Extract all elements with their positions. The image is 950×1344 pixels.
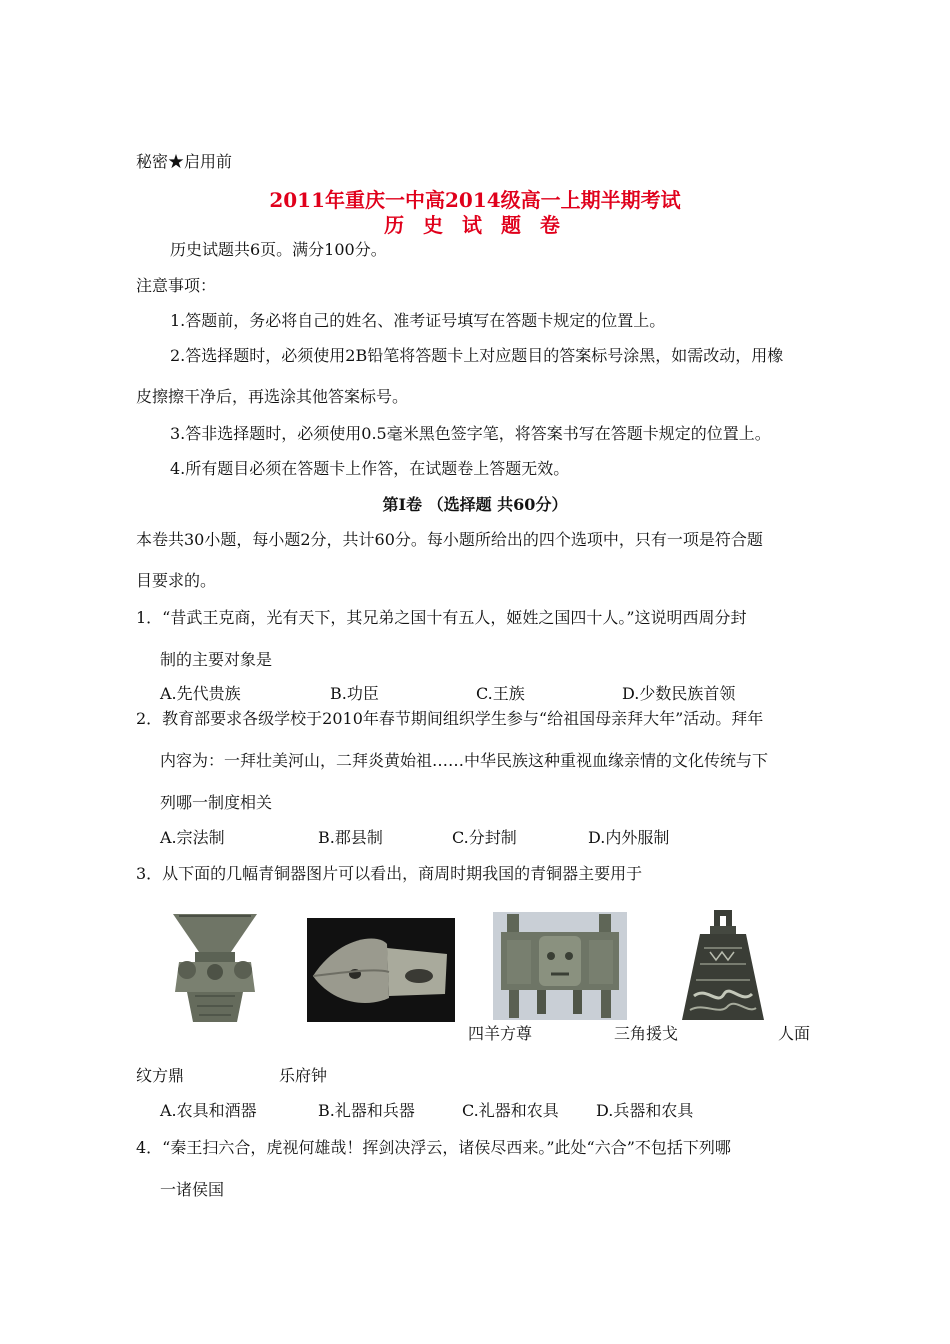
human-face-ding-image (493, 912, 627, 1020)
caption-human-face: 人面 (778, 1024, 811, 1043)
question-1-option-d: D.少数民族首领 (622, 684, 736, 703)
secret-label: 秘密★启用前 (136, 152, 233, 171)
exam-subtitle: 历 史 试 题 卷 (384, 213, 566, 237)
question-1-stem: 1．“昔武王克商，光有天下，其兄弟之国十有五人，姬姓之国四十人。”这说明西周分封 (136, 608, 747, 627)
question-1-option-c: C.王族 (476, 684, 525, 703)
question-2-option-b: B.郡县制 (318, 828, 383, 847)
question-2-option-a: A.宗法制 (160, 828, 225, 847)
question-3-option-b: B.礼器和兵器 (318, 1101, 415, 1120)
note-item-1: 1.答题前，务必将自己的姓名、准考证号填写在答题卡规定的位置上。 (170, 311, 666, 330)
caption-four-ram-zun: 四羊方尊 (468, 1024, 533, 1043)
caption-yuefu-bell: 乐府钟 (279, 1066, 328, 1085)
triangle-ge-image (307, 918, 455, 1022)
question-4-stem-cont: 一诸侯国 (160, 1180, 225, 1199)
note-item-2-cont: 皮擦擦干净后，再选涂其他答案标号。 (136, 387, 409, 406)
question-3-stem: 3．从下面的几幅青铜器图片可以看出，商周时期我国的青铜器主要用于 (136, 864, 643, 883)
section-intro: 本卷共30小题，每小题2分，共计60分。每小题所给出的四个选项中，只有一项是符合题 (136, 530, 763, 549)
question-4-stem: 4．“秦王扫六合，虎视何雄哉！挥剑决浮云，诸侯尽西来。”此处“六合”不包括下列哪 (136, 1138, 731, 1157)
yuefu-bell-image (680, 908, 766, 1024)
question-3-option-d: D.兵器和农具 (596, 1101, 694, 1120)
note-item-4: 4.所有题目必须在答题卡上作答，在试题卷上答题无效。 (170, 459, 570, 478)
note-item-3: 3.答非选择题时，必须使用0.5毫米黑色签字笔，将答案书写在答题卡规定的位置上。 (170, 424, 771, 443)
note-item-2: 2.答选择题时，必须使用2B铅笔将答题卡上对应题目的答案标号涂黑，如需改动，用橡 (170, 346, 784, 365)
question-2-option-d: D.内外服制 (588, 828, 670, 847)
question-1-option-b: B.功臣 (330, 684, 379, 703)
exam-info: 历史试题共6页。满分100分。 (170, 240, 387, 259)
question-2-stem: 2．教育部要求各级学校于2010年春节期间组织学生参与“给祖国母亲拜大年”活动。拜年 (136, 709, 764, 728)
question-1-option-a: A.先代贵族 (160, 684, 241, 703)
caption-triangle-ge: 三角援戈 (614, 1024, 679, 1043)
caption-pattern-ding: 纹方鼎 (136, 1066, 185, 1085)
notes-heading: 注意事项： (136, 276, 217, 295)
question-3-option-a: A.农具和酒器 (160, 1101, 257, 1120)
question-2-stem-cont-1: 内容为：一拜壮美河山，二拜炎黄始祖……中华民族这种重视血缘亲情的文化传统与下 (160, 751, 769, 770)
question-3-option-c: C.礼器和农具 (462, 1101, 559, 1120)
exam-title: 2011年重庆一中高2014级高一上期半期考试 (269, 188, 681, 212)
section-heading: 第Ⅰ卷 （选择题 共60分） (382, 495, 568, 514)
section-intro-cont: 目要求的。 (136, 571, 217, 590)
question-2-option-c: C.分封制 (452, 828, 517, 847)
question-1-stem-cont: 制的主要对象是 (160, 650, 273, 669)
four-ram-zun-image (165, 912, 265, 1024)
question-2-stem-cont-2: 列哪一制度相关 (160, 793, 273, 812)
